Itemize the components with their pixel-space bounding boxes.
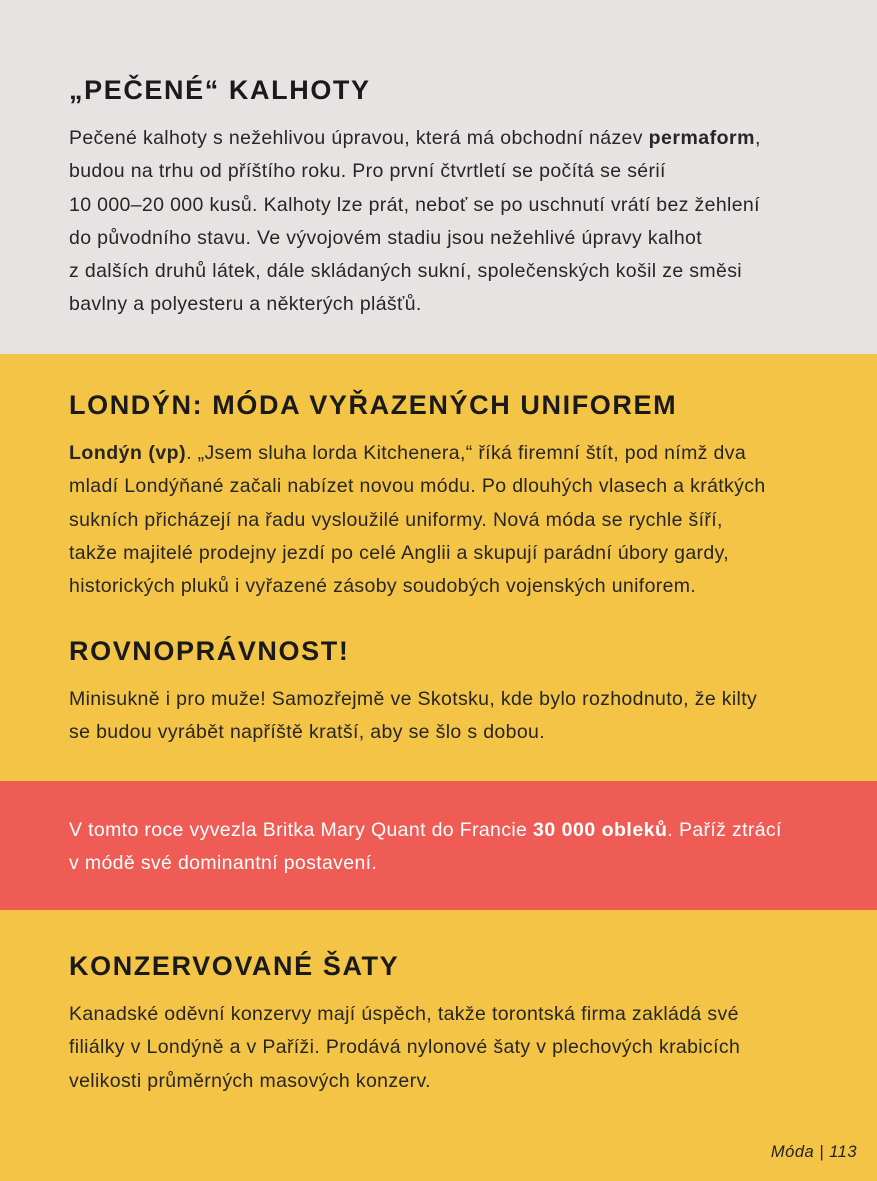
article-body [69, 437, 829, 603]
article-londyn [69, 389, 829, 603]
article-pecene-kalhoty [69, 74, 829, 322]
article-body [69, 683, 829, 750]
body-line: bavlny a polyesteru a některých plášťů. [69, 293, 422, 316]
body-line: mladí Londýňané začali nabízet novou módu. Po dlouhých vlasech a krátkých [69, 475, 766, 498]
article-title: KONZERVOVANÉ ŠATY [69, 951, 400, 981]
body-line: Kanadské oděvní konzervy mají úspěch, takže torontská firma zakládá své [69, 1003, 739, 1025]
body-line: sukních přicházejí na řadu vysloužilé uniformy. Nová móda se rychle šíří, [69, 508, 723, 531]
body-line: do původního stavu. Ve vývojovém stadiu jsou nežehlivé úpravy kalhot [69, 226, 703, 249]
article-konzervovane-saty [69, 950, 829, 1098]
dateline: Londýn (vp) [69, 442, 187, 464]
callout-body [69, 814, 829, 881]
body-line: se budou vyrábět napříště kratší, aby se šlo s dobou. [69, 721, 545, 744]
body-line: z dalších druhů látek, dále skládaných sukní, společenských košil ze směsi [69, 260, 742, 283]
footer-separator: | [819, 1143, 825, 1161]
highlight-figure: 30 000 obleků [533, 819, 668, 841]
article-body [69, 998, 829, 1098]
article-title: „PEČENÉ“ KALHOTY [69, 75, 371, 105]
article-body [69, 122, 829, 322]
body-line: budou na trhu od příštího roku. Pro první čtvrtletí se počítá se sérií [69, 160, 666, 183]
body-line: Londýn (vp). „Jsem sluha lorda Kitchenera,“ říká firemní štít, pod nímž dva [69, 442, 747, 464]
body-line: v módě své dominantní postavení. [69, 852, 378, 875]
article-rovnopravnost [69, 635, 829, 750]
brand-name: permaform [648, 127, 755, 149]
article-title: ROVNOPRÁVNOST! [69, 636, 350, 666]
callout-mary-quant [69, 814, 829, 881]
page-number: 113 [829, 1143, 857, 1161]
page-footer [771, 1143, 857, 1162]
body-line: Minisukně i pro muže! Samozřejmě ve Skotsku, kde bylo rozhodnuto, že kilty [69, 688, 758, 710]
body-line: filiálky v Londýně a v Paříži. Prodává nylonové šaty v plechových krabicích [69, 1036, 741, 1059]
article-title: LONDÝN: MÓDA VYŘAZENÝCH UNIFOREM [69, 390, 678, 420]
body-line: historických pluků i vyřazené zásoby soudobých vojenských uniforem. [69, 575, 697, 598]
body-line: V tomto roce vyvezla Britka Mary Quant do Francie 30 000 obleků. Paříž ztrácí [69, 819, 782, 841]
body-line: 10 000–20 000 kusů. Kalhoty lze prát, neboť se po uschnutí vrátí bez žehlení [69, 193, 760, 216]
body-line: Pečené kalhoty s nežehlivou úpravou, která má obchodní název permaform, [69, 127, 761, 149]
body-line: takže majitelé prodejny jezdí po celé Anglii a skupují parádní úbory gardy, [69, 541, 730, 564]
body-line: velikosti průměrných masových konzerv. [69, 1069, 431, 1092]
footer-section-label: Móda [770, 1143, 815, 1161]
